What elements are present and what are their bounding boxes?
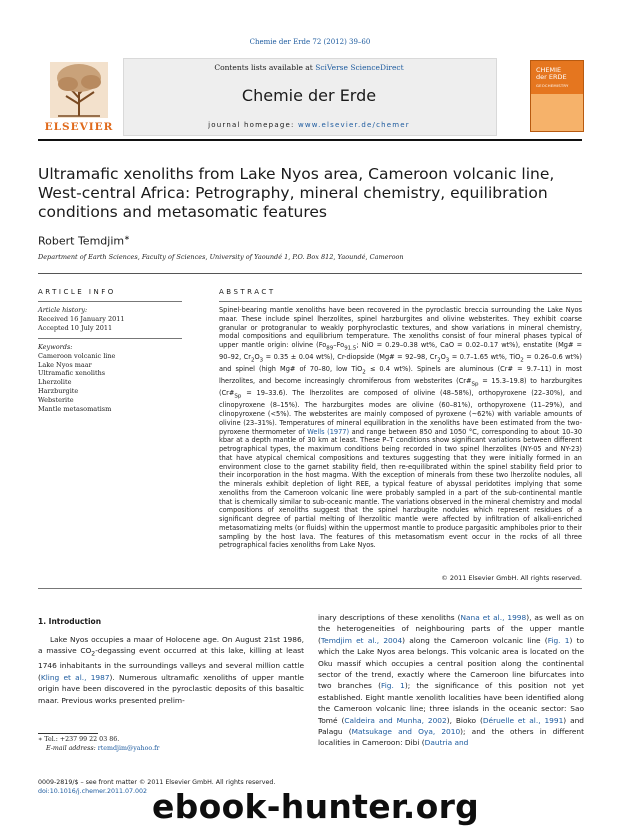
cover-title	[531, 61, 583, 81]
homepage-link[interactable]: www.elsevier.de/chemer	[297, 121, 410, 129]
received-date: Received 16 January 2011	[38, 314, 125, 323]
footnote-tel: ∗ Tel.: +237 99 22 03 86.	[38, 736, 120, 743]
elsevier-wordmark: ELSEVIER	[44, 121, 114, 133]
abstract-heading: ABSTRACT	[219, 288, 276, 296]
keyword: Ultramafic xenoliths	[38, 369, 106, 378]
ref-dautria[interactable]: Dautria and	[424, 738, 469, 748]
elsevier-tree-icon	[38, 58, 120, 120]
keywords-label: Keywords:	[38, 343, 73, 351]
body-rule	[38, 588, 582, 589]
keyword: Mantle metasomatism	[38, 404, 112, 413]
history-label: Article history:	[38, 306, 88, 314]
article-info-heading: ARTICLE INFO	[38, 288, 116, 296]
article-title: Ultramafic xenoliths from Lake Nyos area, Cameroon volcanic line, West-central Africa: Petrography, mineral chemistry, equilibration conditions and metasomatic features	[38, 165, 555, 221]
keywords	[38, 343, 182, 413]
cover-band	[531, 94, 583, 131]
email-link[interactable]: rtemdjim@yahoo.fr	[97, 744, 160, 752]
watermark: ebook-hunter.org	[152, 787, 480, 826]
copyright: © 2011 Elsevier GmbH. All rights reserved.	[441, 574, 582, 582]
journal-cover-thumbnail[interactable]	[530, 60, 584, 132]
keywords-rule	[38, 338, 182, 339]
accepted-date: Accepted 10 July 2011	[38, 323, 113, 332]
sciencedirect-link[interactable]: SciVerse ScienceDirect	[315, 63, 404, 72]
ref-fig1[interactable]: Fig. 1	[547, 635, 570, 645]
author-footnote	[38, 736, 304, 753]
keyword: Cameroon volcanic line	[38, 351, 116, 360]
journal-homepage	[123, 121, 495, 129]
ref-fig1[interactable]: Fig. 1	[381, 681, 405, 691]
ref-matsukage[interactable]: Matsukage and Oya, 2010	[351, 727, 461, 737]
intro-right-column: inary descriptions of these xenoliths (Nana et al., 1998), as well as on the heterogeneities of neighbouring parts of the upper mantle (Temdjim et al., 2004) along the Cameroon volcanic line (Fig. 1) to which the Lake Nyos area belongs. This volcanic area is located on the Oku massif which occupies a central position along the continental sector of the trend, exactly where the Cameroon line bifurcates into two branches (Fig. 1); the significance of this position not yet established. Eight mantle xenolith localities have been identified along the Cameroon volcanic line; three islands in the oceanic sector: Sao Tomé (Caldeira and Munha, 2002), Bioko (Déruelle et al., 1991) and Palagu (Matsukage and Oya, 2010); and the others in different localities in Cameroon: Dibi (Dautria and	[318, 613, 585, 748]
keyword: Lake Nyos maar	[38, 360, 92, 369]
ref-caldeira[interactable]: Caldeira and Munha, 2002	[344, 715, 447, 725]
article-info-rule	[38, 301, 182, 302]
ref-temdjim[interactable]: Temdjim et al., 2004	[320, 635, 403, 645]
section-rule	[38, 273, 582, 274]
doi-link[interactable]: doi:10.1016/j.chemer.2011.07.002	[38, 787, 148, 795]
email-label: E-mail address:	[46, 744, 98, 752]
ref-deruelle[interactable]: Déruelle et al., 1991	[482, 715, 564, 725]
keyword: Harzburgite	[38, 386, 79, 395]
author	[38, 234, 130, 248]
header-rule	[38, 139, 582, 141]
introduction-heading: 1. Introduction	[38, 617, 102, 626]
ref-kling[interactable]: Kling et al., 1987	[40, 672, 110, 682]
author-footnote-marker[interactable]: ∗	[124, 234, 130, 242]
cover-subtitle: GEOCHEMISTRY	[536, 83, 569, 88]
footnote-rule	[38, 733, 98, 734]
affiliation: Department of Earth Sciences, Faculty of Sciences, University of Yaoundé 1, P.O. Box 812, Yaoundé, Cameroon	[38, 253, 404, 261]
cover-title-line-2: der ERDE	[536, 73, 567, 81]
author-name: Robert Temdjim	[38, 234, 125, 248]
ref-nana[interactable]: Nana et al., 1998	[460, 613, 527, 622]
keyword: Websterite	[38, 395, 74, 404]
keyword: Lherzolite	[38, 378, 72, 387]
cover-title-line-1: CHEMIE	[536, 66, 562, 74]
contents-line	[123, 63, 495, 72]
article-history	[38, 306, 182, 332]
journal-name: Chemie der Erde	[241, 86, 377, 105]
intro-left-column: Lake Nyos occupies a maar of Holocene age. On August 21st 1986, a massive $CO_2$-degassing event occurred at this lake, killing at least 1746 inhabitants in the surroundings valleys and several million cattle (Kling et al., 1987). Numerous ultramafic xenoliths of upper mantle origin have been discovered in the pyroclastic deposits of this basaltic maar. Previous works presented prelim-	[38, 635, 304, 705]
abstract-text: Spinel-bearing mantle xenoliths have been recovered in the pyroclastic breccia surrounding the Lake Nyos maar. These include spinel lherzolites, spinel harzburgites and olivine websterites. They exhibit coarse granular or protogranular to weakly porphyroclastic textures, and show variations in mineral chemistry, modal compositions and equilibrium temperature. The xenoliths consist of four mineral phases typical of upper mantle origin: olivine ($Fo_{89}-Fo_{91.5}$; NiO = 0.29–0.38 wt%, CaO = 0.02–0.17 wt%), enstatite (Mg# = 90–92, $Cr_2O_3 = 0.35 \pm 0.04$ wt%), Cr-diopside (Mg# = 92–98, $Cr_2O_3 = 0.7-1.65$ wt%, TiO$_2$ = 0.26–0.6 wt%) and spinel (high Mg# of 70–80, low TiO$_2$ ≤ 0.4 wt%). Spinels are aluminous (Cr# = 9.7–11) in most lherzolites, and become increasingly chromiferous from websterites $(Cr\#_{Sp} = 15.3-19.8)$ to harzburgites $(Cr\#_{Sp} = 19-33.6)$. The lherzolites are composed of olivine (48–58%), orthopyroxene (22–30%), and clinopyroxene (8–15%). The harzburgites modes are olivine (60–81%), orthopyroxene (11–29%), and clinopyroxene (<5%). The websterites are mainly composed of pyroxene (~62%) with variable amounts of olivine (23–31%). Temperatures of mineral equilibration in the xenoliths have been estimated from the two-pyroxene thermometer of Wells (1977) and range between 850 and 1050 °C, corresponding to about 10–30 kbar at a depth mantle of 30 km at least. These P–T conditions show significant variations between different petrographical types, the maximum conditions being recorded in two spinel lherzolites (NY-05 and NY-23) that have atypical chemical compositions and textures suggesting that they were initially formed in an environment close to the garnet stability field, then re-equilibrated within the spinel stability field prior to their incorporation in the host magma. With the exception of minerals from these two lherzolite nodules, all the minerals exhibit depletion of light REE, a typical feature of abyssal peridotites implying that some xenoliths from the Cameroon volcanic line were probably sampled in a part of the sub-continental mantle that is chemically similar to sub-oceanic mantle. The variations observed in the mineral chemistry and modal compositions of xenoliths suggest that the spinel harzbugite nodules which represent residues of a significant degree of partial melting of lherzolitic mantle were affected by infiltration of alkali-enriched metasomatizing melts (or fluids) within the uppermost mantle to produce pargasitic amphiboles prior to their sampling by the host lava. The features of this metasomatism event occur in the rocks of all three petrographical facies xenoliths from Lake Nyos.	[219, 306, 583, 550]
ref-wells[interactable]: Wells (1977)	[307, 427, 350, 436]
contents-prefix: Contents lists available at	[214, 63, 316, 72]
issn-line: 0009-2819/$ – see front matter © 2011 Elsevier GmbH. All rights reserved.	[38, 779, 276, 786]
abstract-rule	[219, 301, 582, 302]
homepage-prefix: journal homepage:	[208, 121, 298, 129]
running-header[interactable]: Chemie der Erde 72 (2012) 39–60	[249, 38, 371, 46]
